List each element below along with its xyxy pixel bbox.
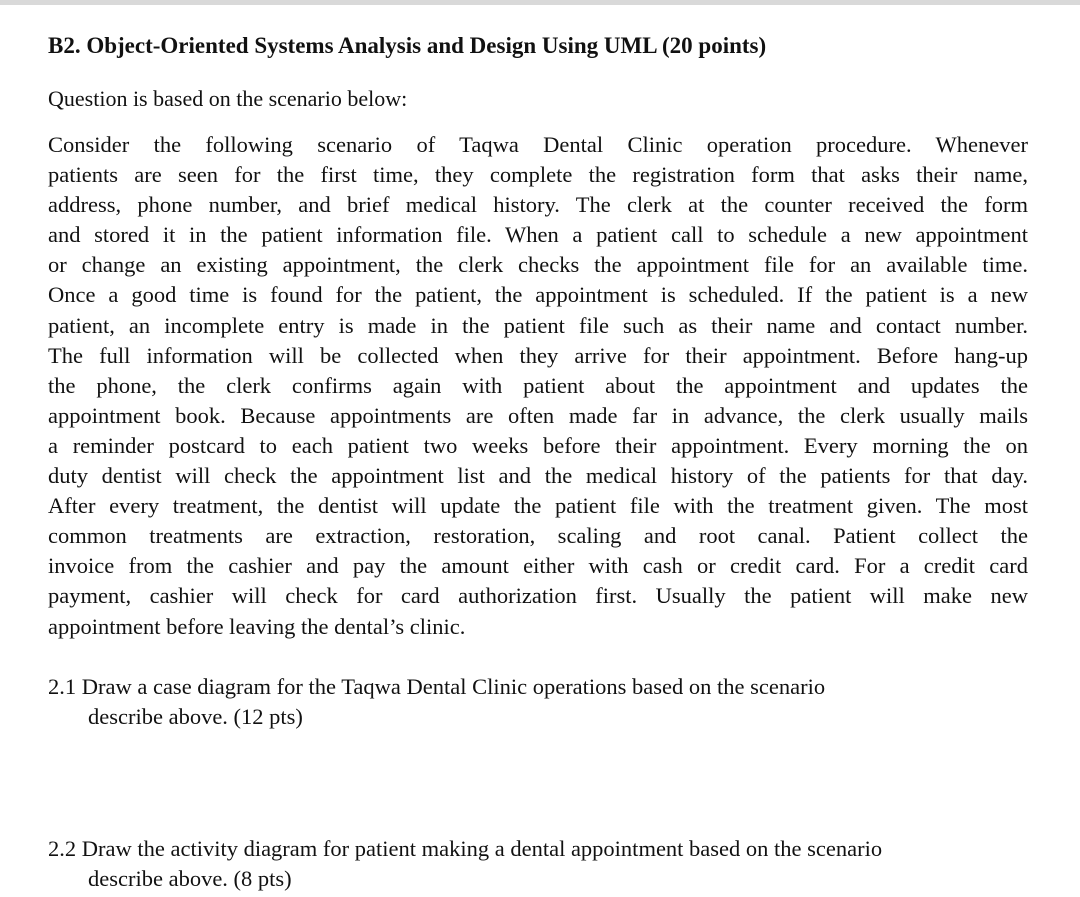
scenario-line: the phone, the clerk confirms again with patient about the appointment and updates the (48, 372, 1028, 398)
scenario-line: payment, cashier will check for card authorization first. Usually the patient will make new (48, 583, 1028, 609)
question-line-2: describe above. (12 pts) (88, 704, 303, 729)
scenario-line: patients are seen for the first time, they complete the registration form that asks their name, (48, 162, 1028, 188)
question-line-2: describe above. (8 pts) (88, 866, 292, 891)
scenario-line: appointment book. Because appointments are often made far in advance, the clerk usually mails (48, 402, 1028, 428)
question-text: Draw a case diagram for the Taqwa Dental Clinic operations based on the scenario (81, 674, 826, 699)
question-2-2 (48, 834, 1033, 894)
scenario-line: common treatments are extraction, restoration, scaling and root canal. Patient collect the (48, 523, 1028, 549)
intro-text: Question is based on the scenario below: (48, 86, 408, 111)
top-divider (0, 0, 1080, 5)
scenario-paragraph (48, 130, 1028, 642)
scenario-line: invoice from the cashier and pay the amount either with cash or credit card. For a credit card (48, 553, 1028, 579)
scenario-line: patient, an incomplete entry is made in the patient file such as their name and contact number. (48, 312, 1028, 338)
scenario-line: a reminder postcard to each patient two weeks before their appointment. Every morning the on (48, 432, 1028, 458)
question-number: 2.1 (48, 674, 77, 699)
scenario-line: and stored it in the patient information file. When a patient call to schedule a new appointment (48, 222, 1028, 248)
scenario-line: duty dentist will check the appointment list and the medical history of the patients for that day. (48, 463, 1028, 489)
section-heading: B2. Object-Oriented Systems Analysis and Design Using UML (20 points) (48, 33, 767, 58)
scenario-line: Once a good time is found for the patient, the appointment is scheduled. If the patient is a new (48, 282, 1028, 308)
scenario-line: Consider the following scenario of Taqwa Dental Clinic operation procedure. Whenever (48, 132, 1028, 157)
question-text: Draw the activity diagram for patient making a dental appointment based on the scenario (81, 836, 883, 861)
scenario-line: address, phone number, and brief medical history. The clerk at the counter received the form (48, 192, 1028, 218)
question-number: 2.2 (48, 836, 77, 861)
scenario-line: After every treatment, the dentist will update the patient file with the treatment given. The most (48, 493, 1028, 519)
question-line-1 (48, 836, 882, 861)
scenario-line: or change an existing appointment, the clerk checks the appointment file for an available time. (48, 252, 1028, 278)
question-2-1 (48, 672, 1033, 732)
question-line-1 (48, 674, 825, 699)
scenario-line: The full information will be collected when they arrive for their appointment. Before hang-up (48, 342, 1028, 368)
scenario-line: appointment before leaving the dental’s clinic. (48, 613, 466, 639)
